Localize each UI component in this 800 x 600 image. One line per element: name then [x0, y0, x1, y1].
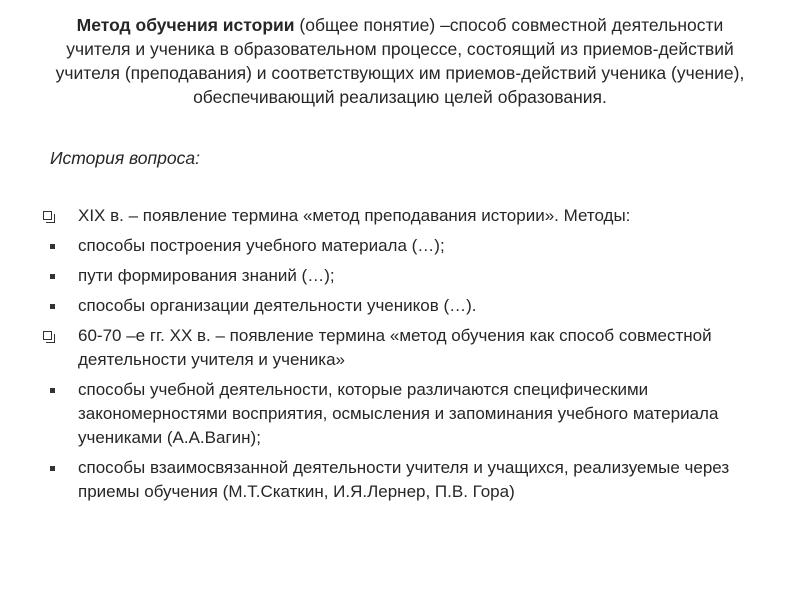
- square-bullet-icon: [40, 264, 64, 288]
- history-heading: История вопроса:: [50, 148, 200, 168]
- list-item-text: XIX в. – появление термина «метод преподавания истории». Методы:: [78, 206, 631, 225]
- list-item: [40, 264, 760, 288]
- checkbox-square-icon: [40, 324, 64, 348]
- square-bullet-icon: [40, 456, 64, 480]
- list-item: [40, 234, 760, 258]
- square-bullet-icon: [40, 234, 64, 258]
- list-item: [40, 204, 760, 228]
- definition-paragraph: [44, 13, 756, 109]
- list-item-text: 60-70 –е гг. XX в. – появление термина «метод обучения как способ совместной деятельности учителя и ученика»: [78, 326, 712, 369]
- list-item: [40, 324, 760, 372]
- list-item-text: способы взаимосвязанной деятельности учителя и учащихся, реализуемые через приемы обучения (М.Т.Скаткин, И.Я.Лернер, П.В. Гора): [78, 458, 730, 501]
- square-bullet-icon: [40, 378, 64, 402]
- square-bullet-icon: [40, 294, 64, 318]
- list-item: [40, 456, 760, 504]
- definition-text: (общее понятие) –способ совместной деятельности учителя и ученика в образовательном процессе, состоящий из приемов-действий учителя (преподавания) и соответствующих им приемов-действий ученика (учение), обеспечивающий реализацию целей образования.: [55, 15, 745, 107]
- list-item-text: пути формирования знаний (…);: [78, 266, 335, 285]
- list-item: [40, 294, 760, 318]
- definition-term: Метод обучения истории: [76, 15, 295, 35]
- list-item-text: способы учебной деятельности, которые различаются специфическими закономерностями восприятия, осмысления и запоминания учебного материала учениками (А.А.Вагин);: [78, 380, 719, 447]
- list-item: [40, 378, 760, 450]
- list-item-text: способы организации деятельности учеников (…).: [78, 296, 477, 315]
- history-list: [40, 204, 760, 510]
- checkbox-square-icon: [40, 204, 64, 228]
- list-item-text: способы построения учебного материала (…);: [78, 236, 445, 255]
